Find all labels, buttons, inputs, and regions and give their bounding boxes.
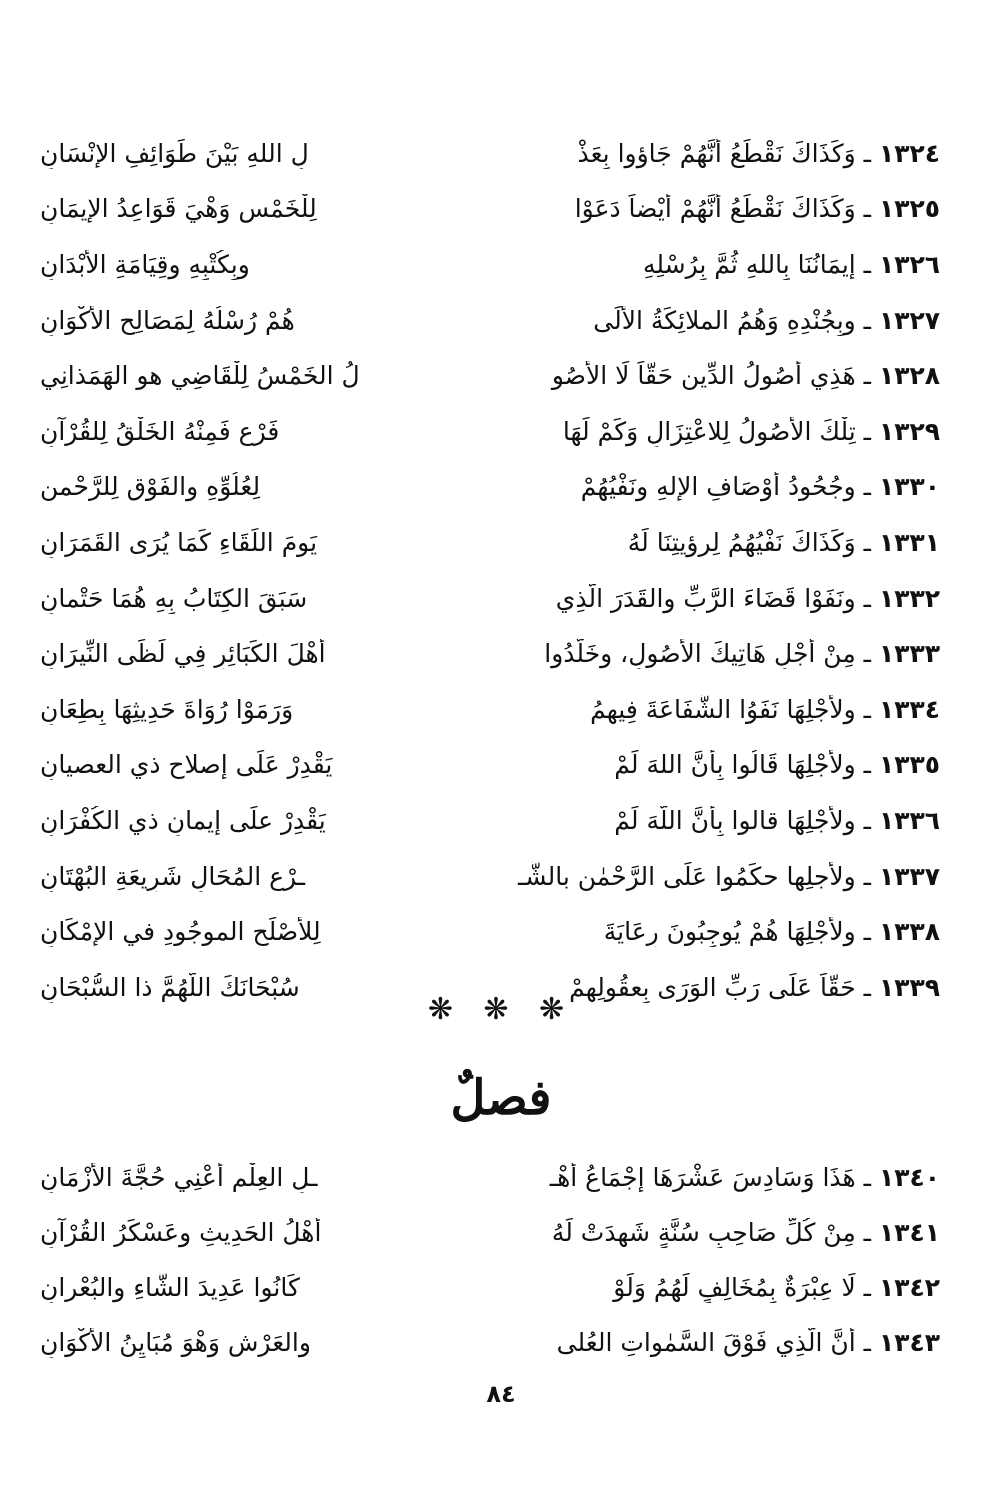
verse-first-hemistich: ١٣٢٥ ـ وَكَذَاكَ نَقْطَعُ أَنَّهُمْ أَيْضاً دَعَوْا <box>574 194 940 224</box>
verse-number: ١٣٣١ <box>878 527 940 557</box>
hemistich-text: مِنْ أَجْلِ هَاتِيكَ الأُصُولِ، وخَلَّدُوا <box>544 639 856 669</box>
hemistich-text: وبِجُنْدِهِ وَهُمُ الملائِكَةُ الأُلَى <box>593 305 856 335</box>
verse-number: ١٣٢٥ <box>878 194 940 224</box>
page-number: ٨٤ <box>486 1380 516 1408</box>
verse-second-hemistich: لِ اللهِ بَيْنَ طَوَائِفِ الإِنْسَانِ <box>40 138 309 168</box>
hemistich-text: وجُحُودُ أَوْصَافِ الإِلهِ ونَفْيُهُمْ <box>580 472 856 502</box>
verse-first-hemistich: ١٣٢٤ ـ وَكَذَاكَ نَقْطَعُ أَنَّهُمْ جَاؤوا بِعَذْ <box>577 138 940 168</box>
verse-second-hemistich: يَقْدِرْ علَى إِيمانِ ذي الكُفْرَانِ <box>40 805 326 835</box>
verse-line <box>40 460 940 516</box>
verse-line <box>40 404 940 460</box>
hemistich-text: وَكَذَاكَ نَقْطَعُ أَنَّهُمْ أَيْضاً دَعَوْا <box>574 194 856 224</box>
hemistich-text: ولأَجْلِهَا نَفَوُا الشَّفَاعَةَ فِيهِمُ <box>590 694 856 724</box>
verse-number: ١٣٣٩ <box>878 972 940 1002</box>
verse-second-hemistich: لُ الخَمْسُ لِلْقَاضِي هو الهَمَذانِي <box>40 361 360 391</box>
verse-first-hemistich: ١٣٣٠ ـ وجُحُودُ أَوْصَافِ الإِلهِ ونَفْيُهُمْ <box>580 472 940 502</box>
verse-first-hemistich: ١٣٤١ ـ مِنْ كُلِّ صَاحِبِ سُنَّةٍ شَهِدَتْ لَهُ <box>551 1217 940 1247</box>
verse-number: ١٣٣٥ <box>878 750 940 780</box>
hemistich-text: مِنْ كُلِّ صَاحِبِ سُنَّةٍ شَهِدَتْ لَهُ <box>551 1217 856 1247</box>
verse-second-hemistich: لِعُلُوِّهِ والفَوْقِ لِلرَّحْمنِ <box>40 472 261 502</box>
verse-second-hemistich: لِلأَصْلَحِ الموجُودِ في الإِمْكَانِ <box>40 917 321 947</box>
hemistich-text: إِيمَانُنَا بِاللهِ ثُمَّ بِرُسْلِهِ <box>642 249 856 279</box>
hemistich-text: أَنَّ الَّذِي فَوْقَ السَّمٰواتِ العُلى <box>556 1327 856 1357</box>
verse-second-hemistich: أَهْلُ الحَدِيثِ وعَسْكَرُ القُرْآنِ <box>40 1217 322 1247</box>
verse-number: ١٣٤٠ <box>878 1162 940 1192</box>
verse-first-hemistich: ١٣٢٧ ـ وبِجُنْدِهِ وَهُمُ الملائِكَةُ الأُلَى <box>593 305 940 335</box>
verse-number: ١٣٢٤ <box>878 138 940 168</box>
verse-second-hemistich: ـرْعِ المُحَالِ شَرِيعَةِ البُهْتَانِ <box>40 861 306 891</box>
verse-line <box>40 515 940 571</box>
hemistich-text: هَذِي أُصُولُ الدِّينِ حَقّاً لَا الأُصُو <box>551 361 856 391</box>
verse-number: ١٣٢٩ <box>878 416 940 446</box>
verse-line <box>40 1260 940 1315</box>
verse-first-hemistich: ١٣٣٣ ـ مِنْ أَجْلِ هَاتِيكَ الأُصُولِ، وخَلَّدُوا <box>544 639 940 669</box>
verse-number: ١٣٣٣ <box>878 639 940 669</box>
verse-number: ١٣٣٢ <box>878 583 940 613</box>
hemistich-text: ولأجلِها حكَمُوا عَلَى الرَّحْمٰنِ بالشَّـ <box>518 861 856 891</box>
hemistich-text: ونَفَوْا قَضَاءَ الرَّبِّ والقَدَرَ الَّذِي <box>555 583 856 613</box>
verse-first-hemistich: ١٣٢٦ ـ إِيمَانُنَا بِاللهِ ثُمَّ بِرُسْلِهِ <box>642 249 940 279</box>
verse-number: ١٣٤٢ <box>878 1272 940 1302</box>
verse-line <box>40 1205 940 1260</box>
verse-first-hemistich: ١٣٣٢ ـ ونَفَوْا قَضَاءَ الرَّبِّ والقَدَرَ الَّذِي <box>555 583 940 613</box>
hemistich-text: ولأَجْلِهَا قَالُوا بِأَنَّ اللهَ لَمْ <box>614 750 856 780</box>
verse-second-hemistich: والعَرْشِ وَهْوَ مُبَايِنُ الأَكْوَانِ <box>40 1327 311 1357</box>
verse-first-hemistich: ١٣٢٩ ـ تِلْكَ الأُصُولُ لِلاعْتِزَالِ وَكَمْ لَهَا <box>562 416 940 446</box>
verse-number: ١٣٢٦ <box>878 249 940 279</box>
verse-second-hemistich: لِلْخَمْسِ وَهْيَ قَوَاعِدُ الإِيمَانِ <box>40 194 317 224</box>
poem-top <box>40 126 940 1016</box>
hemistich-text: ولأَجْلِهَا هُمْ يُوجِبُونَ رِعَايَةَ <box>603 917 856 947</box>
verse-line <box>40 126 940 182</box>
verse-first-hemistich: ١٣٣٦ ـ ولأَجْلِهَا قالوا بِأَنَّ اللَّهَ لَمْ <box>614 805 940 835</box>
verse-line <box>40 237 940 293</box>
verse-number: ١٣٤٣ <box>878 1327 940 1357</box>
verse-line <box>40 1315 940 1370</box>
verse-line <box>40 793 940 849</box>
verse-number: ١٣٤١ <box>878 1217 940 1247</box>
verse-number: ١٣٢٧ <box>878 305 940 335</box>
verse-number: ١٣٣٧ <box>878 861 940 891</box>
verse-first-hemistich: ١٣٣٧ ـ ولأجلِها حكَمُوا عَلَى الرَّحْمٰنِ بالشَّـ <box>518 861 940 891</box>
hemistich-text: وَكَذَاكَ نَقْطَعُ أَنَّهُمْ جَاؤوا بِعَذْ <box>577 138 856 168</box>
verse-first-hemistich: ١٣٣٨ ـ ولأَجْلِهَا هُمْ يُوجِبُونَ رِعَايَةَ <box>603 917 940 947</box>
verse-first-hemistich: ١٣٣٥ ـ ولأَجْلِهَا قَالُوا بِأَنَّ اللهَ لَمْ <box>614 750 940 780</box>
verse-first-hemistich: ١٣٣٤ ـ ولأَجْلِهَا نَفَوُا الشَّفَاعَةَ فِيهِمُ <box>590 694 940 724</box>
hemistich-text: لَا عِبْرَةٌ بِمُخَالِفٍ لَهُمُ وَلَوْ <box>613 1272 856 1302</box>
verse-second-hemistich: فَرْعٍ فَمِنْهُ الخَلْقُ لِلقُرْآنِ <box>40 416 280 446</box>
verse-number: ١٣٣٨ <box>878 917 940 947</box>
verse-line <box>40 182 940 238</box>
hemistich-text: تِلْكَ الأُصُولُ لِلاعْتِزَالِ وَكَمْ لَهَا <box>562 416 856 446</box>
section-separator: ❋ ❋ ❋ <box>427 992 575 1027</box>
verse-line <box>40 1150 940 1205</box>
verse-line <box>40 849 940 905</box>
verse-second-hemistich: ـلِ العِلْمِ أَعْنِي حُجَّةَ الأَزْمَانِ <box>40 1162 318 1192</box>
verse-first-hemistich: ١٣٤٢ ـ لَا عِبْرَةٌ بِمُخَالِفٍ لَهُمُ وَلَوْ <box>613 1272 940 1302</box>
poem-bottom <box>40 1150 940 1370</box>
verse-line <box>40 738 940 794</box>
verse-second-hemistich: يَقْدِرْ عَلَى إِصلاحِ ذي العصيانِ <box>40 750 333 780</box>
verse-second-hemistich: يَومَ اللِّقَاءِ كَمَا يُرَى القَمَرَانِ <box>40 527 318 557</box>
verse-line <box>40 626 940 682</box>
verse-line <box>40 682 940 738</box>
verse-second-hemistich: وبِكُتْبِهِ وقِيَامَةِ الأَبْدَانِ <box>40 249 250 279</box>
hemistich-text: هَذَا وَسَادِسَ عَشْرَهَا إِجْمَاعُ أَهْـ <box>549 1162 856 1192</box>
verse-first-hemistich: ١٣٤٣ ـ أَنَّ الَّذِي فَوْقَ السَّمٰواتِ العُلى <box>556 1327 940 1357</box>
verse-first-hemistich: ١٣٢٨ ـ هَذِي أُصُولُ الدِّينِ حَقّاً لَا الأُصُو <box>551 361 940 391</box>
verse-first-hemistich: ١٣٣١ ـ وَكَذَاكَ نَفْيُهُمُ لِرؤيتِنَا لَهُ <box>627 527 940 557</box>
hemistich-text: ولأَجْلِهَا قالوا بِأَنَّ اللَّهَ لَمْ <box>614 805 856 835</box>
hemistich-text: حَقّاً عَلَى رَبِّ الوَرَى بِعقُولِهِمْ <box>569 972 856 1002</box>
verse-second-hemistich: كَانُوا عَدِيدَ الشَّاءِ والبُعْرانِ <box>40 1272 300 1302</box>
hemistich-text: وَكَذَاكَ نَفْيُهُمُ لِرؤيتِنَا لَهُ <box>627 527 856 557</box>
verse-line <box>40 571 940 627</box>
verse-number: ١٣٣٠ <box>878 472 940 502</box>
verse-line <box>40 293 940 349</box>
verse-second-hemistich: وَرَمَوْا رُوَاةَ حَدِيثِهَا بِطِعَانِ <box>40 694 294 724</box>
verse-second-hemistich: سُبْحَانَكَ اللَّهُمَّ ذا السُّبْحَانِ <box>40 972 300 1002</box>
verse-line <box>40 904 940 960</box>
verse-second-hemistich: سَبَقَ الكِتَابُ بِهِ هُمَا حَتْمانِ <box>40 583 308 613</box>
section-heading: فصلٌ <box>450 1070 552 1126</box>
verse-number: ١٣٣٦ <box>878 805 940 835</box>
verse-line <box>40 348 940 404</box>
verse-first-hemistich: ١٣٤٠ ـ هَذَا وَسَادِسَ عَشْرَهَا إِجْمَاعُ أَهْـ <box>549 1162 940 1192</box>
verse-number: ١٣٢٨ <box>878 361 940 391</box>
verse-number: ١٣٣٤ <box>878 694 940 724</box>
verse-second-hemistich: هُمْ رُسْلُهُ لِمَصَالِحِ الأَكْوَانِ <box>40 305 295 335</box>
verse-second-hemistich: أَهْلَ الكَبَائِرِ فِي لَظَى النِّيرَانِ <box>40 639 326 669</box>
verse-first-hemistich: ١٣٣٩ ـ حَقّاً عَلَى رَبِّ الوَرَى بِعقُولِهِمْ <box>569 972 940 1002</box>
